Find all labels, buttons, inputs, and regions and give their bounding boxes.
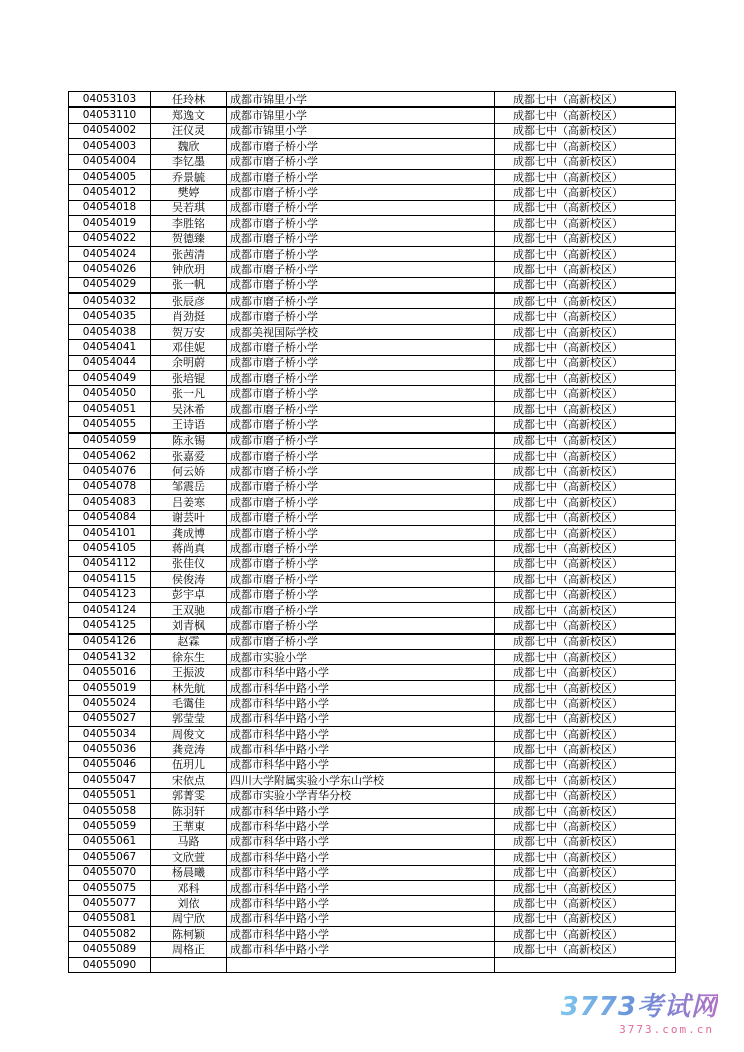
table-row	[69, 957, 676, 972]
student-name-cell: 周俊文	[151, 727, 227, 742]
primary-school-cell: 成都市磨子桥小学	[227, 169, 495, 184]
admitted-school-cell: 成都七中（高新校区）	[495, 401, 676, 416]
admitted-school-cell: 成都七中（高新校区）	[495, 417, 676, 433]
primary-school-cell: 成都市科华中路小学	[227, 834, 495, 849]
student-id-cell: 04055058	[69, 803, 151, 818]
primary-school-cell: 成都市磨子桥小学	[227, 572, 495, 587]
admitted-school-cell: 成都七中（高新校区）	[495, 541, 676, 556]
primary-school-cell: 成都市锦里小学	[227, 107, 495, 123]
student-id-cell: 04055024	[69, 696, 151, 711]
admitted-school-cell: 成都七中（高新校区）	[495, 650, 676, 665]
admitted-school-cell: 成都七中（高新校区）	[495, 324, 676, 339]
admitted-school-cell: 成都七中（高新校区）	[495, 880, 676, 895]
table-row	[69, 803, 676, 818]
admitted-school-cell: 成都七中（高新校区）	[495, 200, 676, 215]
student-id-cell: 04055070	[69, 865, 151, 880]
primary-school-cell: 成都市科华中路小学	[227, 711, 495, 726]
admitted-school-cell: 成都七中（高新校区）	[495, 185, 676, 200]
table-row	[69, 850, 676, 865]
student-name-cell: 林先航	[151, 680, 227, 695]
table-row	[69, 386, 676, 401]
admitted-school-cell: 成都七中（高新校区）	[495, 711, 676, 726]
student-id-cell: 04054123	[69, 587, 151, 602]
student-name-cell: 王双驰	[151, 602, 227, 617]
admitted-school-cell: 成都七中（高新校区）	[495, 433, 676, 449]
primary-school-cell: 成都市科华中路小学	[227, 942, 495, 957]
primary-school-cell: 成都市磨子桥小学	[227, 464, 495, 479]
primary-school-cell: 成都市科华中路小学	[227, 803, 495, 818]
table-row	[69, 262, 676, 277]
student-name-cell: 徐东生	[151, 650, 227, 665]
admitted-school-cell: 成都七中（高新校区）	[495, 154, 676, 169]
admitted-school-cell: 成都七中（高新校区）	[495, 742, 676, 757]
student-id-cell: 04055019	[69, 680, 151, 695]
student-id-cell: 04055061	[69, 834, 151, 849]
student-id-cell: 04054019	[69, 216, 151, 231]
student-name-cell: 樊婷	[151, 185, 227, 200]
student-name-cell: 任玲林	[151, 92, 227, 108]
table-row	[69, 665, 676, 680]
admitted-school-cell: 成都七中（高新校区）	[495, 92, 676, 108]
student-name-cell: 魏欣	[151, 139, 227, 154]
table-row	[69, 834, 676, 849]
table-row	[69, 618, 676, 634]
student-name-cell: 张辰彦	[151, 293, 227, 309]
admitted-school-cell: 成都七中（高新校区）	[495, 602, 676, 617]
student-id-cell: 04055075	[69, 880, 151, 895]
student-name-cell: 郭莹莹	[151, 711, 227, 726]
table-row	[69, 634, 676, 650]
primary-school-cell: 成都市磨子桥小学	[227, 618, 495, 634]
table-row	[69, 696, 676, 711]
student-name-cell: 张嘉爱	[151, 448, 227, 463]
primary-school-cell: 成都市科华中路小学	[227, 896, 495, 911]
table-row	[69, 448, 676, 463]
student-id-cell: 04054041	[69, 340, 151, 355]
student-id-cell: 04054018	[69, 200, 151, 215]
admitted-school-cell: 成都七中（高新校区）	[495, 803, 676, 818]
primary-school-cell: 成都市磨子桥小学	[227, 277, 495, 293]
table-row	[69, 773, 676, 788]
student-id-cell: 04053110	[69, 107, 151, 123]
admitted-school-cell: 成都七中（高新校区）	[495, 572, 676, 587]
student-id-cell: 04054132	[69, 650, 151, 665]
admitted-school-cell: 成都七中（高新校区）	[495, 277, 676, 293]
student-name-cell: 何云娇	[151, 464, 227, 479]
admitted-school-cell: 成都七中（高新校区）	[495, 665, 676, 680]
admitted-school-cell: 成都七中（高新校区）	[495, 340, 676, 355]
primary-school-cell: 四川大学附属实验小学东山学校	[227, 773, 495, 788]
primary-school-cell: 成都市磨子桥小学	[227, 185, 495, 200]
student-name-cell: 贺万安	[151, 324, 227, 339]
student-id-cell: 04054005	[69, 169, 151, 184]
student-id-cell: 04055016	[69, 665, 151, 680]
student-id-cell: 04054003	[69, 139, 151, 154]
primary-school-cell: 成都市锦里小学	[227, 123, 495, 138]
admitted-school-cell: 成都七中（高新校区）	[495, 386, 676, 401]
admitted-school-cell: 成都七中（高新校区）	[495, 216, 676, 231]
primary-school-cell: 成都市磨子桥小学	[227, 525, 495, 540]
primary-school-cell: 成都市磨子桥小学	[227, 340, 495, 355]
student-id-cell: 04054032	[69, 293, 151, 309]
student-id-cell: 04054126	[69, 634, 151, 650]
primary-school-cell: 成都市科华中路小学	[227, 865, 495, 880]
table-row	[69, 896, 676, 911]
student-name-cell: 邹震岳	[151, 479, 227, 494]
table-row	[69, 927, 676, 942]
student-name-cell: 龚成博	[151, 525, 227, 540]
student-id-cell: 04054105	[69, 541, 151, 556]
primary-school-cell: 成都市磨子桥小学	[227, 216, 495, 231]
student-id-cell: 04054124	[69, 602, 151, 617]
student-id-cell: 04054115	[69, 572, 151, 587]
student-id-cell: 04054049	[69, 371, 151, 386]
primary-school-cell: 成都市磨子桥小学	[227, 154, 495, 169]
student-name-cell: 龚竞涛	[151, 742, 227, 757]
admitted-school-cell: 成都七中（高新校区）	[495, 107, 676, 123]
student-name-cell: 乔景毓	[151, 169, 227, 184]
student-id-cell: 04054059	[69, 433, 151, 449]
student-id-cell: 04054051	[69, 401, 151, 416]
roster-body	[69, 92, 676, 973]
primary-school-cell: 成都市磨子桥小学	[227, 200, 495, 215]
primary-school-cell: 成都市磨子桥小学	[227, 448, 495, 463]
admitted-school-cell: 成都七中（高新校区）	[495, 371, 676, 386]
primary-school-cell: 成都市锦里小学	[227, 92, 495, 108]
admitted-school-cell: 成都七中（高新校区）	[495, 942, 676, 957]
table-row	[69, 572, 676, 587]
student-name-cell: 吕姜寒	[151, 495, 227, 510]
primary-school-cell: 成都市磨子桥小学	[227, 417, 495, 433]
primary-school-cell: 成都市科华中路小学	[227, 819, 495, 834]
table-row	[69, 169, 676, 184]
student-name-cell: 邓科	[151, 880, 227, 895]
table-row	[69, 680, 676, 695]
admitted-school-cell	[495, 957, 676, 972]
primary-school-cell: 成都市磨子桥小学	[227, 139, 495, 154]
student-name-cell: 王诗语	[151, 417, 227, 433]
admitted-school-cell: 成都七中（高新校区）	[495, 634, 676, 650]
primary-school-cell: 成都美视国际学校	[227, 324, 495, 339]
primary-school-cell: 成都市磨子桥小学	[227, 386, 495, 401]
table-row	[69, 880, 676, 895]
admitted-school-cell: 成都七中（高新校区）	[495, 618, 676, 634]
student-id-cell: 04054002	[69, 123, 151, 138]
student-name-cell: 肖劲挺	[151, 309, 227, 324]
student-id-cell: 04054050	[69, 386, 151, 401]
student-name-cell: 汪仪灵	[151, 123, 227, 138]
table-row	[69, 417, 676, 433]
table-row	[69, 371, 676, 386]
admitted-school-cell: 成都七中（高新校区）	[495, 262, 676, 277]
table-row	[69, 865, 676, 880]
student-name-cell: 钟欣玥	[151, 262, 227, 277]
student-id-cell: 04053103	[69, 92, 151, 108]
student-id-cell: 04054035	[69, 309, 151, 324]
student-name-cell: 文欣萱	[151, 850, 227, 865]
primary-school-cell: 成都市磨子桥小学	[227, 293, 495, 309]
student-id-cell: 04054022	[69, 231, 151, 246]
table-row	[69, 495, 676, 510]
admitted-school-cell: 成都七中（高新校区）	[495, 896, 676, 911]
table-row	[69, 727, 676, 742]
student-name-cell: 蒋尚真	[151, 541, 227, 556]
primary-school-cell: 成都市磨子桥小学	[227, 371, 495, 386]
primary-school-cell: 成都市科华中路小学	[227, 927, 495, 942]
table-row	[69, 92, 676, 108]
table-row	[69, 650, 676, 665]
student-id-cell: 04054024	[69, 246, 151, 261]
student-name-cell: 吴若琪	[151, 200, 227, 215]
student-name-cell: 宋依点	[151, 773, 227, 788]
student-name-cell: 马路	[151, 834, 227, 849]
student-name-cell: 赵霖	[151, 634, 227, 650]
student-id-cell: 04055077	[69, 896, 151, 911]
primary-school-cell: 成都市磨子桥小学	[227, 541, 495, 556]
student-id-cell: 04055082	[69, 927, 151, 942]
admitted-school-cell: 成都七中（高新校区）	[495, 510, 676, 525]
student-name-cell: 伍玥儿	[151, 757, 227, 772]
student-id-cell: 04055089	[69, 942, 151, 957]
primary-school-cell	[227, 957, 495, 972]
student-name-cell: 张茜清	[151, 246, 227, 261]
student-name-cell: 周宁欣	[151, 911, 227, 926]
student-name-cell: 彭宇卓	[151, 587, 227, 602]
student-name-cell: 张培锟	[151, 371, 227, 386]
student-name-cell: 张一帆	[151, 277, 227, 293]
table-row	[69, 525, 676, 540]
primary-school-cell: 成都市磨子桥小学	[227, 479, 495, 494]
student-id-cell: 04054038	[69, 324, 151, 339]
student-id-cell: 04054026	[69, 262, 151, 277]
student-name-cell: 邓佳妮	[151, 340, 227, 355]
admitted-school-cell: 成都七中（高新校区）	[495, 757, 676, 772]
student-id-cell: 04054083	[69, 495, 151, 510]
admitted-school-cell: 成都七中（高新校区）	[495, 139, 676, 154]
student-id-cell: 04054084	[69, 510, 151, 525]
student-name-cell: 杨晨曦	[151, 865, 227, 880]
student-id-cell: 04055051	[69, 788, 151, 803]
table-row	[69, 200, 676, 215]
primary-school-cell: 成都市科华中路小学	[227, 742, 495, 757]
admitted-school-cell: 成都七中（高新校区）	[495, 773, 676, 788]
student-name-cell: 张佳仪	[151, 556, 227, 571]
admitted-school-cell: 成都七中（高新校区）	[495, 246, 676, 261]
student-name-cell: 陈永锡	[151, 433, 227, 449]
primary-school-cell: 成都市科华中路小学	[227, 850, 495, 865]
student-name-cell: 贺德臻	[151, 231, 227, 246]
table-row	[69, 602, 676, 617]
table-row	[69, 541, 676, 556]
table-row	[69, 246, 676, 261]
student-id-cell: 04055090	[69, 957, 151, 972]
admitted-school-cell: 成都七中（高新校区）	[495, 819, 676, 834]
table-row	[69, 154, 676, 169]
admitted-school-cell: 成都七中（高新校区）	[495, 834, 676, 849]
student-id-cell: 04055047	[69, 773, 151, 788]
admitted-school-cell: 成都七中（高新校区）	[495, 293, 676, 309]
primary-school-cell: 成都市磨子桥小学	[227, 355, 495, 370]
table-row	[69, 123, 676, 138]
student-name-cell: 陈柯颖	[151, 927, 227, 942]
student-id-cell: 04055081	[69, 911, 151, 926]
primary-school-cell: 成都市科华中路小学	[227, 727, 495, 742]
watermark-brand: 3773考试网	[561, 986, 718, 1023]
primary-school-cell: 成都市实验小学	[227, 650, 495, 665]
admitted-school-cell: 成都七中（高新校区）	[495, 355, 676, 370]
student-name-cell: 李胜铭	[151, 216, 227, 231]
table-row	[69, 107, 676, 123]
student-id-cell: 04054112	[69, 556, 151, 571]
primary-school-cell: 成都市科华中路小学	[227, 680, 495, 695]
primary-school-cell: 成都市实验小学青华分校	[227, 788, 495, 803]
table-row	[69, 139, 676, 154]
student-id-cell: 04054076	[69, 464, 151, 479]
admitted-school-cell: 成都七中（高新校区）	[495, 479, 676, 494]
student-name-cell: 谢芸叶	[151, 510, 227, 525]
student-name-cell: 侯俊涛	[151, 572, 227, 587]
student-name-cell: 郑逸文	[151, 107, 227, 123]
admitted-school-cell: 成都七中（高新校区）	[495, 448, 676, 463]
table-row	[69, 231, 676, 246]
admission-roster-table	[68, 91, 676, 973]
student-name-cell: 刘依	[151, 896, 227, 911]
table-row	[69, 355, 676, 370]
student-id-cell: 04055059	[69, 819, 151, 834]
student-id-cell: 04054125	[69, 618, 151, 634]
admitted-school-cell: 成都七中（高新校区）	[495, 927, 676, 942]
admitted-school-cell: 成都七中（高新校区）	[495, 495, 676, 510]
table-row	[69, 556, 676, 571]
table-row	[69, 711, 676, 726]
student-id-cell: 04055067	[69, 850, 151, 865]
student-id-cell: 04054044	[69, 355, 151, 370]
primary-school-cell: 成都市科华中路小学	[227, 665, 495, 680]
student-name-cell: 吴沐希	[151, 401, 227, 416]
student-name-cell: 陈羽轩	[151, 803, 227, 818]
table-row	[69, 788, 676, 803]
primary-school-cell: 成都市磨子桥小学	[227, 262, 495, 277]
student-id-cell: 04054078	[69, 479, 151, 494]
primary-school-cell: 成都市磨子桥小学	[227, 510, 495, 525]
student-name-cell	[151, 957, 227, 972]
student-id-cell: 04054012	[69, 185, 151, 200]
student-name-cell: 张一凡	[151, 386, 227, 401]
table-row	[69, 819, 676, 834]
table-row	[69, 464, 676, 479]
primary-school-cell: 成都市磨子桥小学	[227, 587, 495, 602]
table-row	[69, 757, 676, 772]
admitted-school-cell: 成都七中（高新校区）	[495, 587, 676, 602]
watermark-domain: 3773.com.cn	[619, 1023, 714, 1036]
admitted-school-cell: 成都七中（高新校区）	[495, 850, 676, 865]
admitted-school-cell: 成都七中（高新校区）	[495, 727, 676, 742]
primary-school-cell: 成都市磨子桥小学	[227, 556, 495, 571]
table-row	[69, 401, 676, 416]
admitted-school-cell: 成都七中（高新校区）	[495, 123, 676, 138]
admitted-school-cell: 成都七中（高新校区）	[495, 525, 676, 540]
student-name-cell: 郭菁雯	[151, 788, 227, 803]
table-row	[69, 479, 676, 494]
student-id-cell: 04055034	[69, 727, 151, 742]
student-id-cell: 04054029	[69, 277, 151, 293]
table-row	[69, 185, 676, 200]
table-row	[69, 340, 676, 355]
primary-school-cell: 成都市磨子桥小学	[227, 634, 495, 650]
primary-school-cell: 成都市磨子桥小学	[227, 309, 495, 324]
admitted-school-cell: 成都七中（高新校区）	[495, 696, 676, 711]
primary-school-cell: 成都市磨子桥小学	[227, 231, 495, 246]
admitted-school-cell: 成都七中（高新校区）	[495, 556, 676, 571]
table-row	[69, 433, 676, 449]
table-row	[69, 277, 676, 293]
table-row	[69, 742, 676, 757]
student-name-cell: 周格正	[151, 942, 227, 957]
student-name-cell: 刘青枫	[151, 618, 227, 634]
admitted-school-cell: 成都七中（高新校区）	[495, 464, 676, 479]
primary-school-cell: 成都市科华中路小学	[227, 880, 495, 895]
primary-school-cell: 成都市磨子桥小学	[227, 495, 495, 510]
admitted-school-cell: 成都七中（高新校区）	[495, 911, 676, 926]
admitted-school-cell: 成都七中（高新校区）	[495, 231, 676, 246]
student-id-cell: 04055027	[69, 711, 151, 726]
table-row	[69, 911, 676, 926]
table-row	[69, 942, 676, 957]
primary-school-cell: 成都市磨子桥小学	[227, 246, 495, 261]
admitted-school-cell: 成都七中（高新校区）	[495, 788, 676, 803]
primary-school-cell: 成都市磨子桥小学	[227, 401, 495, 416]
table-row	[69, 324, 676, 339]
primary-school-cell: 成都市磨子桥小学	[227, 602, 495, 617]
table-row	[69, 587, 676, 602]
primary-school-cell: 成都市磨子桥小学	[227, 433, 495, 449]
primary-school-cell: 成都市科华中路小学	[227, 696, 495, 711]
student-name-cell: 王振波	[151, 665, 227, 680]
admitted-school-cell: 成都七中（高新校区）	[495, 169, 676, 184]
table-row	[69, 309, 676, 324]
student-id-cell: 04054101	[69, 525, 151, 540]
watermark-logo	[548, 986, 718, 1036]
table-row	[69, 293, 676, 309]
student-id-cell: 04054055	[69, 417, 151, 433]
admitted-school-cell: 成都七中（高新校区）	[495, 680, 676, 695]
student-id-cell: 04055046	[69, 757, 151, 772]
student-id-cell: 04054004	[69, 154, 151, 169]
student-id-cell: 04054062	[69, 448, 151, 463]
admitted-school-cell: 成都七中（高新校区）	[495, 309, 676, 324]
student-id-cell: 04055036	[69, 742, 151, 757]
primary-school-cell: 成都市科华中路小学	[227, 757, 495, 772]
primary-school-cell: 成都市科华中路小学	[227, 911, 495, 926]
student-name-cell: 王華東	[151, 819, 227, 834]
table-row	[69, 510, 676, 525]
student-name-cell: 毛霭佳	[151, 696, 227, 711]
admitted-school-cell: 成都七中（高新校区）	[495, 865, 676, 880]
student-name-cell: 余明蔚	[151, 355, 227, 370]
table-row	[69, 216, 676, 231]
student-name-cell: 李钇墨	[151, 154, 227, 169]
